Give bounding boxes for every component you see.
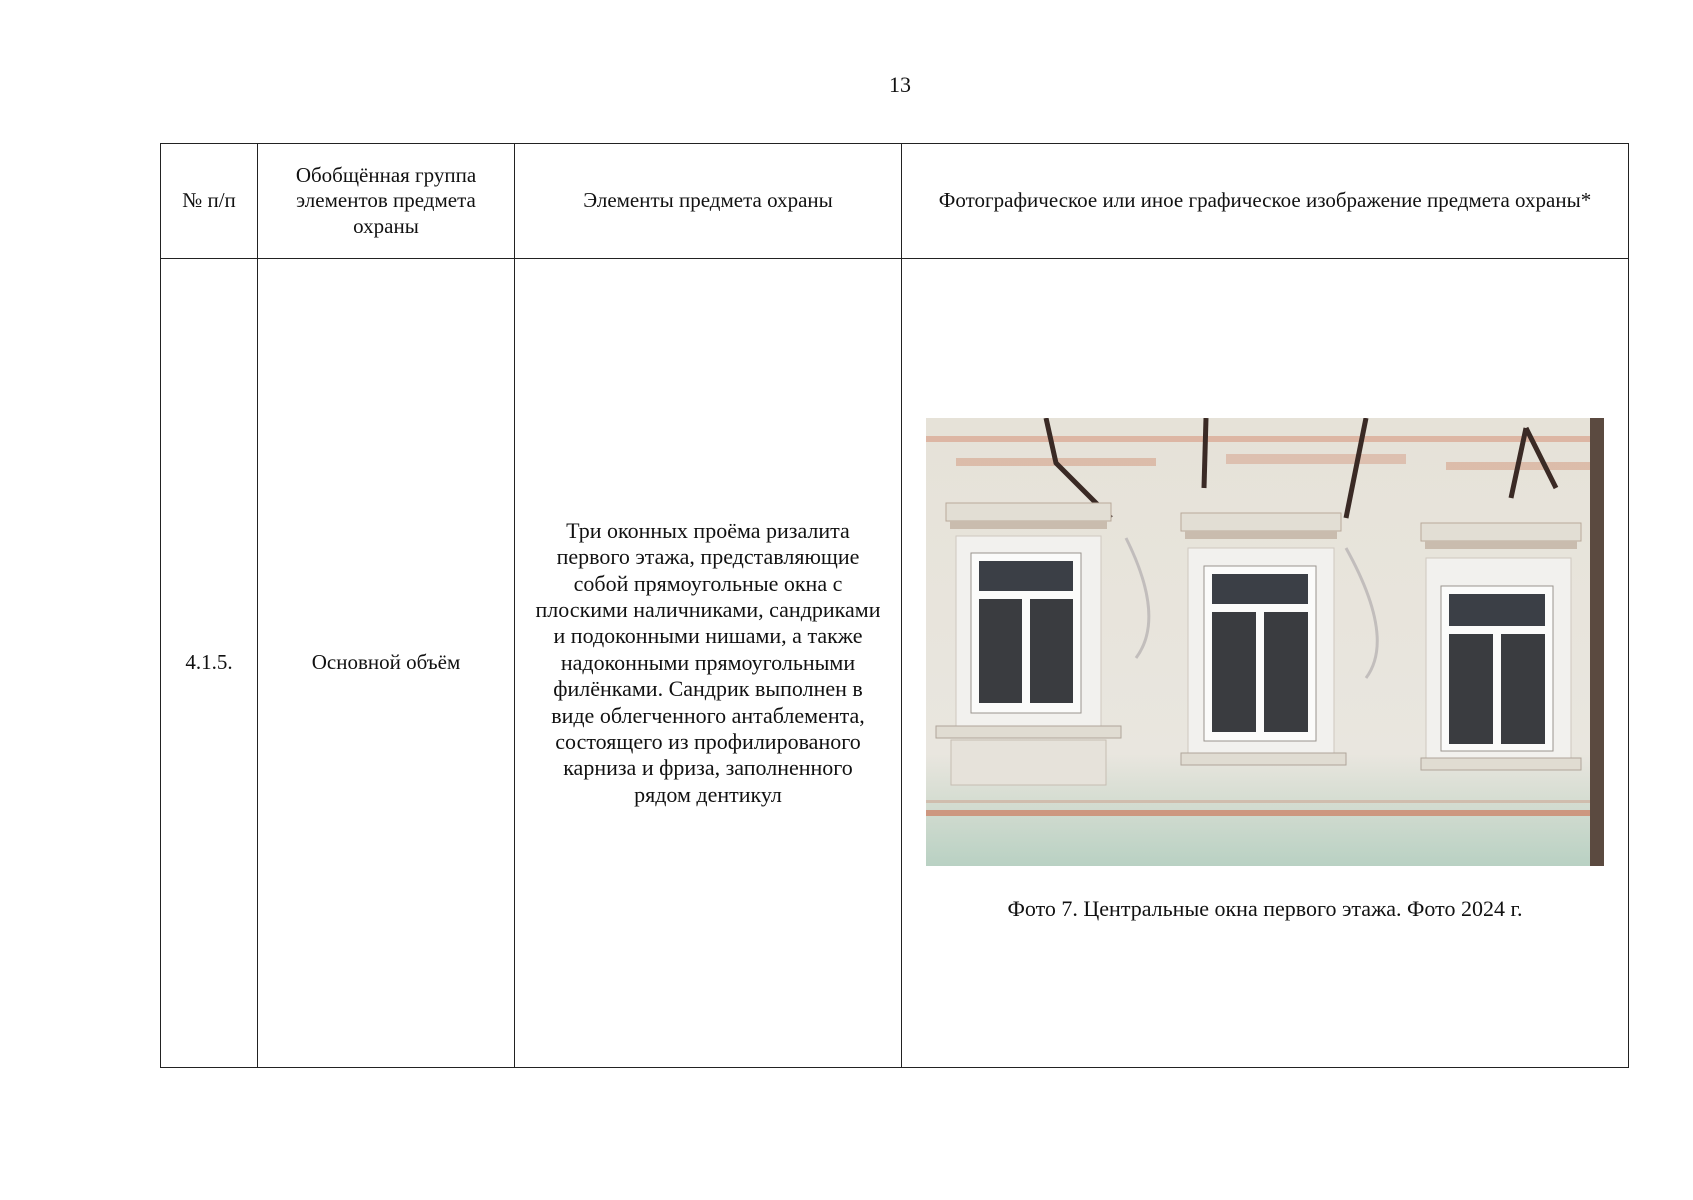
window-left <box>936 503 1121 785</box>
row-group: Основной объём <box>258 259 515 1068</box>
header-number: № п/п <box>161 144 258 259</box>
protection-table <box>160 143 1629 1068</box>
row-number: 4.1.5. <box>161 259 258 1068</box>
building-facade-photo <box>926 418 1604 866</box>
photo-block <box>910 404 1620 922</box>
row-image-cell <box>902 259 1629 1068</box>
window-right <box>1421 523 1581 770</box>
window-middle <box>1181 513 1346 765</box>
page-number: 13 <box>889 72 911 97</box>
header-image: Фотографическое или иное графическое изображение предмета охраны* <box>902 144 1629 259</box>
elements-description: Три оконных проёма ризалита первого этажа, представляющие собой прямоугольные окна с плоскими наличниками, сандриками и подоконными нишами, а также надоконными прямоугольными филёнками. Сандрик выполнен в виде облегченного антаблемента, состоящего из профилированого карниза и фриза, заполненного рядом дентикул <box>535 517 881 807</box>
header-elements: Элементы предмета охраны <box>515 144 902 259</box>
table-row <box>161 259 1629 1068</box>
photo-caption: Фото 7. Центральные окна первого этажа. Фото 2024 г. <box>1007 895 1523 921</box>
row-elements <box>515 259 902 1068</box>
table-header-row <box>161 144 1629 259</box>
header-group: Обобщённая группа элементов предмета охраны <box>258 144 515 259</box>
